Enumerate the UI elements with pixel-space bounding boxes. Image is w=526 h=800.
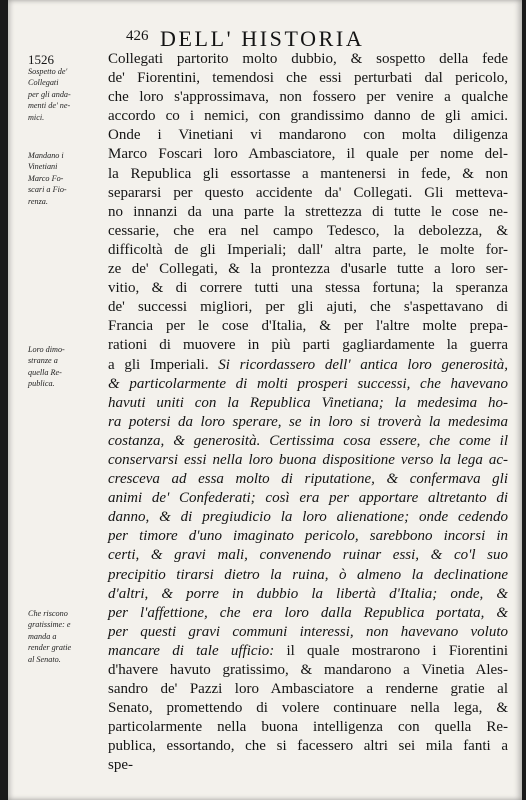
- body-text: [108, 50, 508, 776]
- text-line: [108, 642, 508, 661]
- margin-note-line: manda a: [28, 631, 57, 641]
- margin-note-line: renza.: [28, 196, 48, 206]
- text-line: [108, 356, 508, 375]
- margin-note-line: Loro dimo-: [28, 345, 65, 354]
- margin-note-line: gratissime: e: [28, 620, 71, 630]
- running-head: DELL' HISTORIA: [160, 26, 365, 51]
- text-span-italic: Si ricordassero dell' antica loro generosità,: [218, 356, 509, 373]
- text-line: havuti uniti con la Republica Vinetiana; la medesima ho-: [108, 394, 508, 411]
- page-header: [8, 26, 522, 50]
- text-line: accordo co i nemici, con grandissimo danno de gli amici.: [108, 108, 508, 125]
- margin-note-mandano: [28, 150, 98, 207]
- margin-note-line: mici.: [28, 112, 45, 122]
- text-line: cresceva ad essa molto di riputatione, & confermava gli: [108, 471, 508, 488]
- text-line: vitio, & di correre tutti una stessa fortuna; la speranza: [108, 280, 508, 297]
- text-line: & particolarmente di molti prosperi successi, che havevano: [108, 375, 508, 392]
- text-line: la Republica gli essortasse a mantenersi in fede, & non: [108, 165, 508, 182]
- margin-note-line: Marco Fo-: [28, 173, 64, 183]
- text-line: animi de' Confederati; così era per apportare altretanto di: [108, 490, 508, 507]
- margin-year: 1526: [28, 52, 54, 67]
- margin-note-line: al Senato.: [28, 654, 61, 664]
- text-line: Senato, promettendo di volere continuare nella lega, &: [108, 700, 508, 717]
- margin-note-sospetto: [28, 66, 98, 123]
- text-span-roman: il quale mostrarono i Fiorentini: [274, 642, 508, 659]
- margin-note-line: Vinetiani: [28, 162, 58, 172]
- page-number: 426: [126, 28, 149, 44]
- margin-note-line: Che riscono: [28, 609, 68, 618]
- text-line: de' Fiorentini, temendosi che essi perturbati dal pericolo,: [108, 70, 508, 87]
- text-line: conservarsi essi nella loro buona dispositione verso la lega ac-: [108, 451, 508, 468]
- text-line: Collegati partorito molto dubbio, & sospetto della fede: [108, 51, 508, 67]
- text-line: costanza, & generosità. Certissima cosa essere, che come il: [108, 432, 508, 449]
- book-page: [8, 0, 522, 800]
- text-line: Onde i Vinetiani vi mandarono con molta diligenza: [108, 127, 508, 144]
- margin-note-che: [28, 608, 98, 665]
- text-line: che loro s'approssimava, non fossero per venire a qualche: [108, 89, 508, 106]
- text-line: per questi gravi communi interessi, non havevano voluto: [108, 623, 508, 640]
- text-line: publica, essortando, che si facessero altri sei mila fanti a: [108, 738, 508, 755]
- text-line: rationi di muovere in più parti gagliardamente la guerra: [108, 337, 508, 354]
- text-line: Marco Foscari loro Ambasciatore, il quale per nome del-: [108, 146, 508, 163]
- text-line: cessarie, che era nel campo Tedesco, la debolezza, &: [108, 222, 508, 239]
- text-line: Francia per le cose d'Italia, & per l'altre molte prepa-: [108, 318, 508, 335]
- text-line: per l'affettione, che era loro dalla Republica portata, &: [108, 604, 508, 621]
- margin-note-line: render gratie: [28, 643, 72, 653]
- text-line: danno, & di pregiudicio la loro alienatione; onde cedendo: [108, 509, 508, 526]
- text-line: sandro de' Pazzi loro Ambasciatore a renderne gratie al: [108, 681, 508, 698]
- text-line: particolarmente nella buona intelligenza con quella Re-: [108, 719, 508, 736]
- margin-note-line: Collegati: [28, 78, 59, 88]
- text-line: no innanzi da una parte la strettezza di tutte le cose ne-: [108, 203, 508, 220]
- margin-note-line: stranze a: [28, 356, 58, 366]
- text-line: per timore d'uno imaginato pericolo, sarebbono incorsi in: [108, 528, 508, 545]
- margin-note-line: scari a Fio-: [28, 185, 67, 195]
- margin-note-line: quella Re-: [28, 367, 62, 377]
- margin-note-line: Mandano i: [28, 151, 64, 160]
- text-line: separarsi per questo accidente da' Collegati. Gli metteva-: [108, 184, 508, 201]
- text-line: precipitio tirarsi dietro la ruina, ò almeno la declinatione: [108, 566, 508, 583]
- text-line: ze de' Collegati, & la prontezza d'usarle tutte a loro ser-: [108, 261, 508, 278]
- margin-note-line: menti de' ne-: [28, 101, 71, 111]
- text-line: spe-: [108, 757, 133, 774]
- margin-note-line: per gli anda-: [28, 89, 71, 99]
- margin-note-line: publica.: [28, 379, 55, 389]
- text-line: ra potersi da loro sperare, se in loro si troverà la medesima: [108, 413, 508, 430]
- text-line: difficoltà de gli Imperiali; dall' altra parte, le molte for-: [108, 241, 508, 258]
- text-line: certi, & gravi mali, convenendo ruinar essi, & co'l suo: [108, 547, 508, 564]
- text-line: d'altri, & porre in dubbio la libertà d'Italia; onde, &: [108, 585, 508, 602]
- text-line: d'havere havuto gratissimo, & mandarono a Vinetia Ales-: [108, 662, 508, 678]
- text-span-italic: mancare di tale ufficio:: [108, 642, 275, 659]
- margin-note-loro: [28, 344, 98, 390]
- text-span-roman: a gli Imperiali.: [108, 356, 219, 373]
- text-line: de' successi migliori, per gli ajuti, che s'aspettavano di: [108, 299, 508, 316]
- margin-note-line: Sospetto de': [28, 67, 68, 76]
